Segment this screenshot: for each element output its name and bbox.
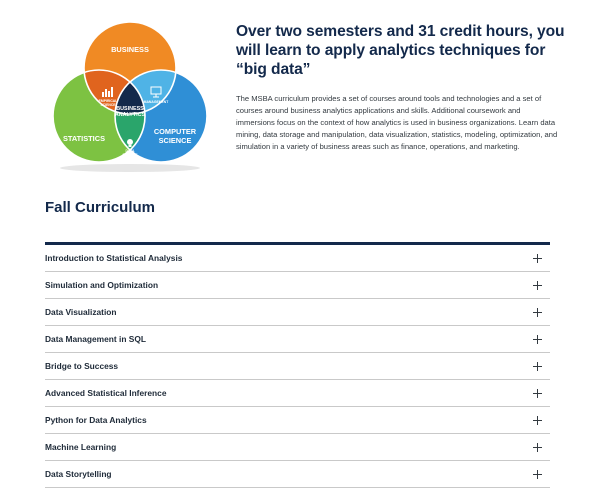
plus-icon[interactable] xyxy=(530,332,544,346)
section-title: Fall Curriculum xyxy=(45,199,156,216)
computer-science-label-line2: SCIENCE xyxy=(158,136,192,145)
accordion-item-label: Advanced Statistical Inference xyxy=(45,388,167,398)
empirical-science-label-line2: SCIENCE xyxy=(100,103,116,107)
plus-icon[interactable] xyxy=(530,251,544,265)
plus-icon[interactable] xyxy=(530,413,544,427)
plus-icon[interactable] xyxy=(530,440,544,454)
curriculum-accordion xyxy=(45,242,550,488)
accordion-item-label: Introduction to Statistical Analysis xyxy=(45,253,183,263)
data-science-label-line2: SCIENCE xyxy=(122,153,138,157)
center-label-line2: ANALYTICS xyxy=(114,112,146,118)
accordion-item[interactable] xyxy=(45,407,550,434)
plus-icon[interactable] xyxy=(530,359,544,373)
accordion-item-label: Data Storytelling xyxy=(45,469,112,479)
accordion-item[interactable] xyxy=(45,461,550,488)
accordion-item-label: Simulation and Optimization xyxy=(45,280,159,290)
accordion-item-label: Python for Data Analytics xyxy=(45,415,147,425)
analytics-venn-diagram xyxy=(44,18,216,174)
intro-heading: Over two semesters and 31 credit hours, you will learn to apply analytics techniques for “big data” xyxy=(236,23,565,78)
business-label: BUSINESS xyxy=(111,45,149,54)
intro-paragraph: The MSBA curriculum provides a set of courses around tools and technologies and a set of courses around business analytics applications and skills. Additional coursework and immersions focus on the context of how analytics is used in business organizations. Learn data mining, data storage and manipulation, data visualization, statistics, modeling, optimization, and simulation in a variety of business areas such as finance, operations, and marketing. xyxy=(236,94,558,151)
accordion-item[interactable] xyxy=(45,434,550,461)
accordion-item-label: Machine Learning xyxy=(45,442,117,452)
empirical-science-label-line1: EMPIRICAL xyxy=(98,99,118,103)
statistics-label: STATISTICS xyxy=(62,134,106,143)
accordion-item[interactable] xyxy=(45,245,550,272)
accordion-item-label: Data Management in SQL xyxy=(45,334,146,344)
accordion-item-label: Data Visualization xyxy=(45,307,117,317)
accordion-item[interactable] xyxy=(45,353,550,380)
computer-science-label-line1: COMPUTER xyxy=(153,127,197,136)
management-label: MANAGEMENT xyxy=(143,100,169,104)
accordion-item[interactable] xyxy=(45,299,550,326)
plus-icon[interactable] xyxy=(530,386,544,400)
plus-icon[interactable] xyxy=(530,305,544,319)
accordion-item[interactable] xyxy=(45,326,550,353)
accordion-item[interactable] xyxy=(45,272,550,299)
plus-icon[interactable] xyxy=(530,278,544,292)
center-label-line1: BUSINESS xyxy=(116,106,144,112)
accordion-item[interactable] xyxy=(45,380,550,407)
data-science-label-line1: DATA xyxy=(125,149,135,153)
accordion-item-label: Bridge to Success xyxy=(45,361,119,371)
plus-icon[interactable] xyxy=(530,467,544,481)
